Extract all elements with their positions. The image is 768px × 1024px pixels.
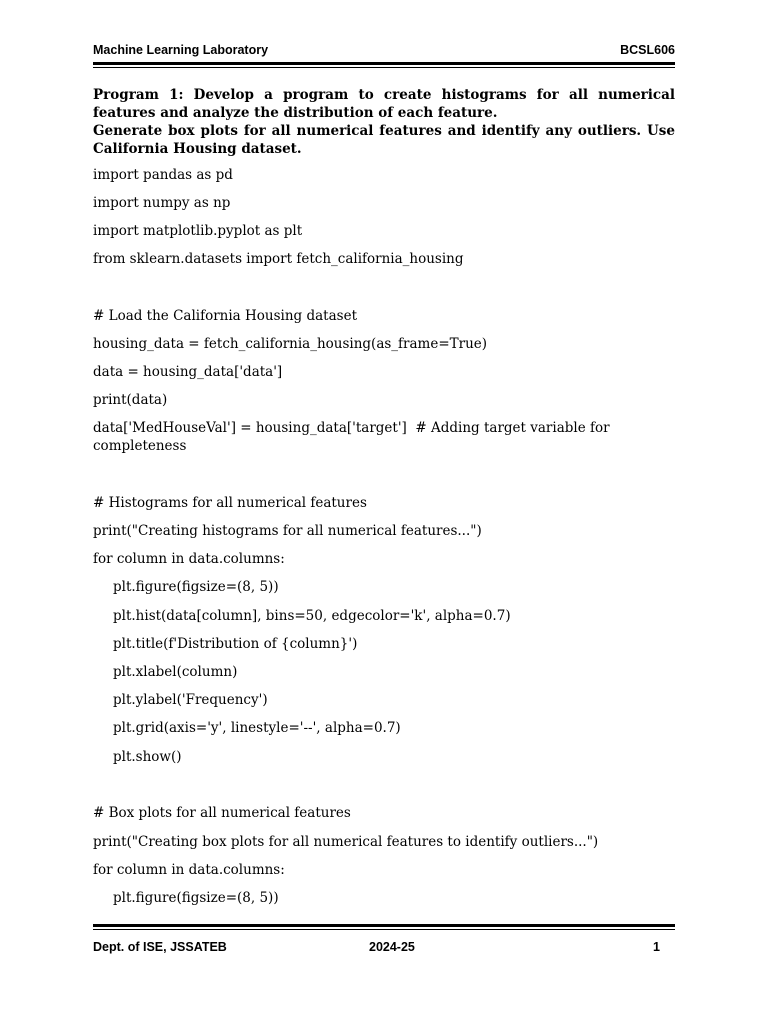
program-statement-line2: Generate box plots for all numerical features and identify any outliers. Use California Housing dataset. xyxy=(93,123,675,157)
code-comment-box-plots: # Box plots for all numerical features xyxy=(93,805,351,821)
footer-department: Dept. of ISE, JSSATEB xyxy=(93,940,227,954)
footer-year: 2024-25 xyxy=(369,940,415,954)
program-statement xyxy=(93,86,675,158)
code-line-hist: plt.hist(data[column], bins=50, edgecolor='k', alpha=0.7) xyxy=(113,608,511,624)
code-line-title: plt.title(f'Distribution of {column}') xyxy=(113,636,358,652)
code-line-print-box-plots: print("Creating box plots for all numerical features to identify outliers...") xyxy=(93,834,599,850)
header-rule-thin xyxy=(93,67,675,68)
footer-rule-thin xyxy=(93,929,675,930)
code-line-print-data: print(data) xyxy=(93,392,168,408)
header-course-code: BCSL606 xyxy=(620,43,675,57)
header-rule-thick xyxy=(93,62,675,65)
code-line-fetch-housing: housing_data = fetch_california_housing(as_frame=True) xyxy=(93,336,488,352)
code-line-grid: plt.grid(axis='y', linestyle='--', alpha=0.7) xyxy=(113,720,401,736)
program-statement-line1: Program 1: Develop a program to create histograms for all numerical features and analyze the distribution of each feature. xyxy=(93,87,675,121)
code-line-for-loop-box: for column in data.columns: xyxy=(93,862,285,878)
code-line-print-histograms: print("Creating histograms for all numerical features...") xyxy=(93,523,482,539)
code-line-data-assign: data = housing_data['data'] xyxy=(93,364,283,380)
header-course-title: Machine Learning Laboratory xyxy=(93,43,269,57)
code-line-import-sklearn: from sklearn.datasets import fetch_california_housing xyxy=(93,251,464,267)
code-line-for-loop-hist: for column in data.columns: xyxy=(93,551,285,567)
code-line-import-numpy: import numpy as np xyxy=(93,195,231,211)
footer-rule-thick xyxy=(93,924,675,927)
code-line-figure-box: plt.figure(figsize=(8, 5)) xyxy=(113,890,279,906)
code-line-show: plt.show() xyxy=(113,749,182,765)
code-line-ylabel: plt.ylabel('Frequency') xyxy=(113,692,268,708)
code-comment-load-dataset: # Load the California Housing dataset xyxy=(93,308,357,324)
page-footer xyxy=(93,940,660,960)
code-line-import-matplotlib: import matplotlib.pyplot as plt xyxy=(93,223,303,239)
page-header xyxy=(93,40,675,60)
code-line-target-column: data['MedHouseVal'] = housing_data['target'] # Adding target variable for completeness xyxy=(93,420,614,454)
code-line-xlabel: plt.xlabel(column) xyxy=(113,664,238,680)
code-line-import-pandas: import pandas as pd xyxy=(93,167,233,183)
footer-page-number: 1 xyxy=(653,940,660,954)
code-line-figure-hist: plt.figure(figsize=(8, 5)) xyxy=(113,579,279,595)
code-comment-histograms: # Histograms for all numerical features xyxy=(93,495,367,511)
